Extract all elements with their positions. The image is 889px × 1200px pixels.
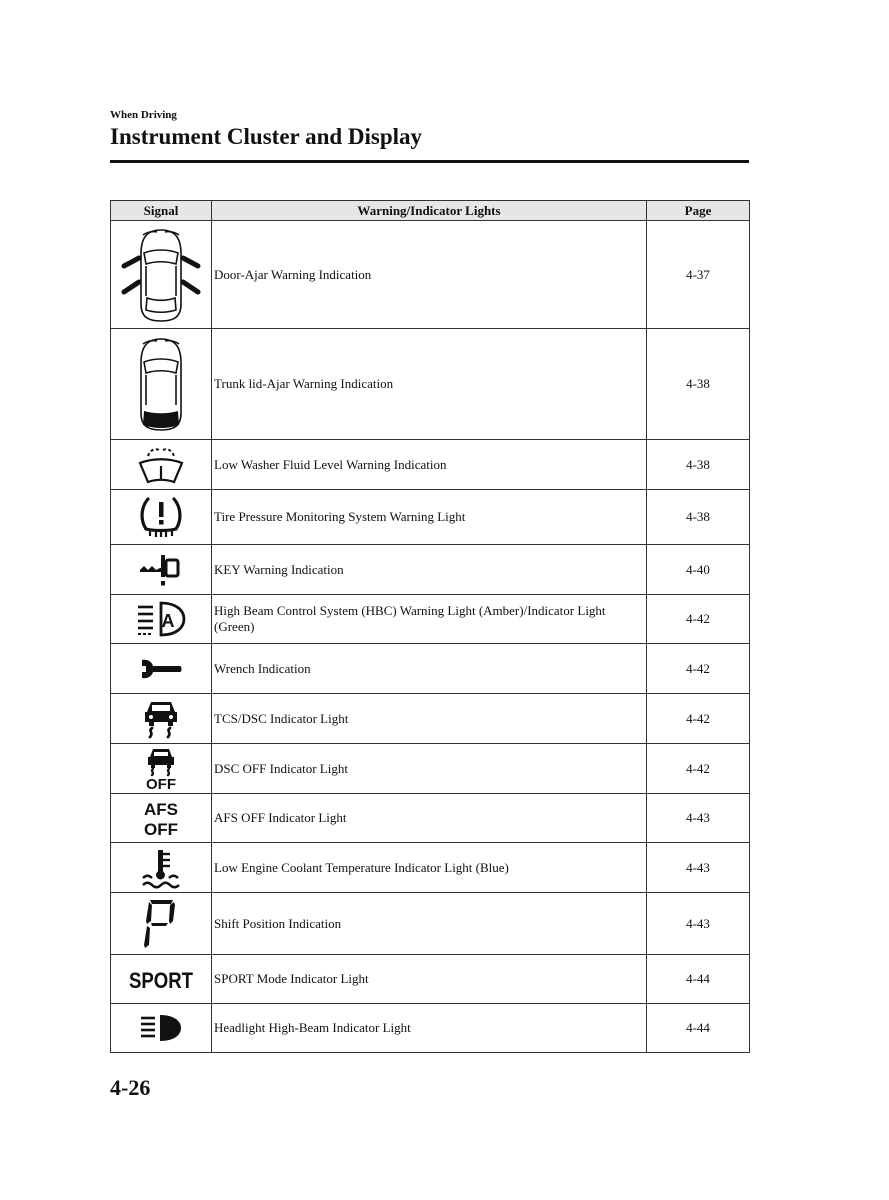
column-header-signal: Signal [111, 201, 212, 221]
coolant-temp-icon [140, 847, 182, 889]
key-warning-icon [136, 549, 186, 591]
table-row [111, 744, 750, 794]
description-cell: Door-Ajar Warning Indication [212, 221, 647, 329]
section-label: When Driving [110, 109, 177, 121]
table-row [111, 595, 750, 644]
tcs-dsc-icon [141, 698, 181, 740]
description-cell: DSC OFF Indicator Light [212, 744, 647, 794]
table-row [111, 221, 750, 329]
table-row [111, 490, 750, 545]
table-row [111, 440, 750, 490]
table-row [111, 794, 750, 843]
page-cell: 4-43 [647, 893, 750, 955]
description-cell: SPORT Mode Indicator Light [212, 955, 647, 1004]
page-cell: 4-38 [647, 329, 750, 440]
afs-off-icon-text-afs: AFS [144, 800, 178, 819]
table-row [111, 644, 750, 694]
table-row [111, 893, 750, 955]
description-cell: Trunk lid-Ajar Warning Indication [212, 329, 647, 440]
description-cell: TCS/DSC Indicator Light [212, 694, 647, 744]
page-cell: 4-38 [647, 440, 750, 490]
description-cell: AFS OFF Indicator Light [212, 794, 647, 843]
page-cell: 4-42 [647, 694, 750, 744]
table-row [111, 545, 750, 595]
sport-mode-icon-text: SPORT [129, 968, 194, 993]
tire-pressure-icon [136, 493, 186, 541]
description-cell: Wrench Indication [212, 644, 647, 694]
table-row [111, 955, 750, 1004]
signals-table [110, 200, 750, 1053]
description-cell: KEY Warning Indication [212, 545, 647, 595]
afs-off-icon-text-off: OFF [144, 820, 178, 839]
page-cell: 4-42 [647, 595, 750, 644]
description-cell: Shift Position Indication [212, 893, 647, 955]
page-cell: 4-37 [647, 221, 750, 329]
page-cell: 4-44 [647, 955, 750, 1004]
shift-position-icon [141, 897, 181, 951]
description-cell: Tire Pressure Monitoring System Warning Light [212, 490, 647, 545]
table-row [111, 843, 750, 893]
table-header-row [111, 201, 750, 221]
page-cell: 4-38 [647, 490, 750, 545]
trunk-ajar-icon [131, 335, 191, 433]
dsc-off-icon [139, 747, 183, 791]
sport-mode-icon [126, 963, 196, 995]
title-rule [110, 160, 749, 163]
washer-fluid-icon [136, 444, 186, 486]
table-row [111, 329, 750, 440]
dsc-off-icon-text: OFF [146, 775, 176, 793]
table-row [111, 1004, 750, 1053]
wrench-icon [138, 654, 184, 684]
page-cell: 4-40 [647, 545, 750, 595]
column-header-lights: Warning/Indicator Lights [212, 201, 647, 221]
description-cell: Low Washer Fluid Level Warning Indication [212, 440, 647, 490]
page-title: Instrument Cluster and Display [110, 124, 423, 149]
page-cell: 4-44 [647, 1004, 750, 1053]
page-cell: 4-42 [647, 744, 750, 794]
page-cell: 4-42 [647, 644, 750, 694]
afs-off-icon [139, 797, 183, 839]
table-row [111, 694, 750, 744]
column-header-page: Page [647, 201, 750, 221]
description-cell: Headlight High-Beam Indicator Light [212, 1004, 647, 1053]
page-number: 4-26 [110, 1075, 151, 1100]
page-cell: 4-43 [647, 794, 750, 843]
description-cell: High Beam Control System (HBC) Warning Light (Amber)/Indicator Light (Green) [212, 595, 647, 644]
high-beam-icon [138, 1012, 184, 1044]
door-ajar-icon [119, 226, 203, 324]
page-cell: 4-43 [647, 843, 750, 893]
svg-text:A: A [161, 611, 175, 631]
description-cell: Low Engine Coolant Temperature Indicator Light (Blue) [212, 843, 647, 893]
high-beam-control-icon [135, 599, 187, 639]
